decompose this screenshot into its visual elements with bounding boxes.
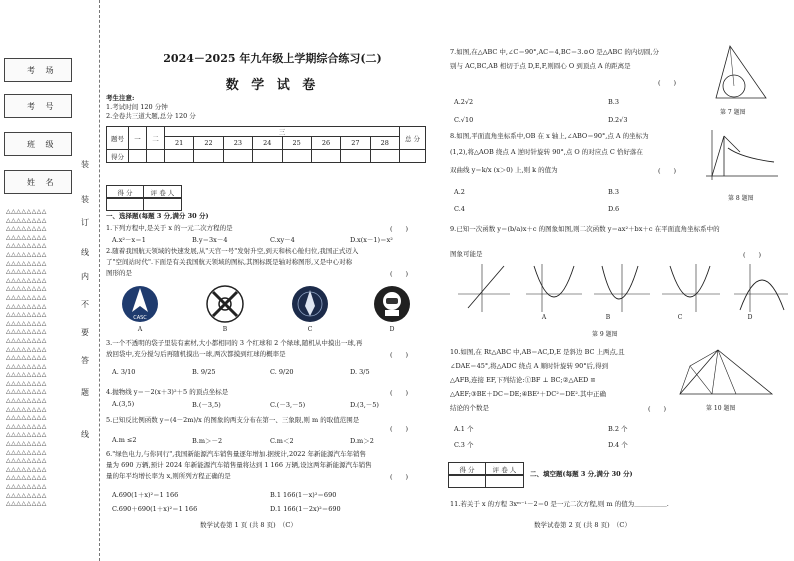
q7-line-2: 别与 AC,BC,AB 相切于点 D,E,F,则圆心 O 到顶点 A 的距离是 xyxy=(450,62,631,70)
q9-graph-d xyxy=(734,264,788,312)
q9-line-1: 9.已知一次函数 y＝(b/a)x＋c 的图象如图,则二次函数 y＝ax²＋bx＋c 在平面直角坐标系中的 xyxy=(450,225,720,233)
q2-label-b: B xyxy=(222,326,228,333)
q9-graph-b xyxy=(594,264,650,312)
score-cell[interactable] xyxy=(400,150,426,163)
q4-text: 4.抛物线 y＝－2(x＋3)²＋5 的顶点坐标是 xyxy=(106,388,229,396)
q5-answer-paren[interactable]: ( ) xyxy=(390,425,409,433)
score-header-label: 题号 xyxy=(107,127,129,150)
logo-c xyxy=(292,286,328,322)
side-mark-zhuang-2: 装 xyxy=(81,195,89,204)
score-col-3: 三 xyxy=(165,127,400,137)
q6-option-d: D.1 166(1－2x)²＝690 xyxy=(270,505,341,513)
score-cell[interactable] xyxy=(165,150,194,163)
q5-option-c: C.m＜2 xyxy=(270,437,294,445)
q8-option-d: D.6 xyxy=(608,205,620,213)
q10-line-2: ∠DAE＝45°,将△ADC 绕点 A 顺时针旋转 90°后,得到 xyxy=(450,362,609,370)
q9-line-2: 图象可能是 xyxy=(450,250,483,258)
q8-answer-paren[interactable]: ( ) xyxy=(658,167,677,175)
side-mark-xian: 线 xyxy=(81,248,89,257)
score-cell[interactable] xyxy=(341,150,370,163)
section2-title: 二、填空题(每题 3 分,满分 30 分) xyxy=(530,470,633,478)
q10-line-3: △AFB,连接 EF,下列结论:①BF ⊥ BC;②△AED ≌ xyxy=(450,376,596,384)
q3-option-a: A. 3/10 xyxy=(112,368,136,376)
name-field[interactable]: 姓 名 xyxy=(4,170,72,194)
q4-option-b: B.(－3,5) xyxy=(192,401,221,409)
section1-score-fill[interactable] xyxy=(106,197,182,211)
q7-option-c: C.√10 xyxy=(454,116,474,124)
score-sub-27: 27 xyxy=(341,137,370,150)
q8-option-b: B.3 xyxy=(608,188,619,196)
q6-option-b: B.1 166(1－x)²＝690 xyxy=(270,491,337,499)
q1-option-d: D.x(x－1)＝x² xyxy=(350,236,393,244)
score-cell[interactable] xyxy=(147,150,165,163)
score-sub-25: 25 xyxy=(282,137,311,150)
q10-option-d: D.4 个 xyxy=(608,441,628,449)
q11-text: 11.若关于 x 的方程 3xᵐ⁻¹－2＝0 是一元二次方程,则 m 的值为＿＿＿＿＿. xyxy=(450,500,669,508)
side-mark-ti: 题 xyxy=(81,388,89,397)
side-mark-xian-2: 线 xyxy=(81,430,89,439)
score-cell[interactable] xyxy=(311,150,340,163)
q6-line-2: 量为 690 万辆,预计 2024 年新能源汽车销售量将达到 1 166 万辆,设这两年新能源汽车销售 xyxy=(106,461,372,469)
q1-option-a: A.x²－x＝1 xyxy=(112,236,146,244)
binding-sidebar xyxy=(0,0,100,561)
q10-figure-caption: 第 10 题图 xyxy=(706,405,736,412)
q8-line-1: 8.如图,平面直角坐标系中,OB 在 x 轴上,∠ABO＝90°,点 A 的坐标为 xyxy=(450,132,649,140)
q2-line-1: 2.随着我国航天领域的快速发展,从"天宫一号"发射升空,到天和核心舱归位,我国正式迈入 xyxy=(106,247,359,255)
logo-d xyxy=(374,286,410,322)
q6-line-1: 6."绿色电力,与你同行",我国新能源汽车销售量逐年增加.据统计,2022 年新能源汽车年销售 xyxy=(106,450,367,458)
q4-option-a: A.(3,5) xyxy=(112,400,135,408)
page-right xyxy=(448,0,794,561)
q2-answer-paren[interactable]: ( ) xyxy=(390,270,409,278)
q3-option-b: B. 9/25 xyxy=(192,368,216,376)
logo-b xyxy=(207,286,243,322)
q10-option-c: C.3 个 xyxy=(454,441,474,449)
class-field[interactable]: 班 级 xyxy=(4,132,72,156)
q9-label-a: A xyxy=(541,314,547,321)
q9-label-c: C xyxy=(677,314,683,321)
q7-option-a: A.2√2 xyxy=(454,98,474,106)
q10-answer-paren[interactable]: ( ) xyxy=(648,405,667,413)
side-mark-yao: 要 xyxy=(81,328,89,337)
q9-graph-c xyxy=(662,264,720,312)
q9-answer-paren[interactable]: ( ) xyxy=(743,251,762,259)
notes-heading: 考生注意: xyxy=(106,94,135,102)
q9-figure-caption: 第 9 题图 xyxy=(592,331,618,338)
side-mark-da: 答 xyxy=(81,356,89,365)
footer-right: 数学试卷第 2 页 (共 8 页) （C） xyxy=(534,521,631,529)
score-table xyxy=(106,126,426,163)
exam-title: 2024－2025 年九年级上学期综合练习(二) xyxy=(163,52,382,65)
q1-answer-paren[interactable]: ( ) xyxy=(390,225,409,233)
score-sub-24: 24 xyxy=(253,137,282,150)
q8-line-2: (1,2),将△AOB 绕点 A 逆时针旋转 90°,点 O 的对应点 C 恰好落在 xyxy=(450,148,643,156)
q3-answer-paren[interactable]: ( ) xyxy=(390,351,409,359)
exam-room-field[interactable]: 考 场 xyxy=(4,58,72,82)
q1-text: 1.下列方程中,是关于 x 的一元二次方程的是 xyxy=(106,224,233,232)
triangle-pattern: △△△△△△△△ △△△△△△△△ △△△△△△△△ △△△△△△△△ △△△△△△△△ △△△△△△△△ △△△△△△△△ △△△△△△△△ △△△△△△△△ △△△△△△△△ △△△△△△△△ △△△△△△△△ △△△△△△△△ △△△△△△△△ △△△△△△△△ △△△△△△△△ △△△△△△△△ △△△△△△△△ △△△△△△△△ △△△△△△△△ △△△△△△△△ △△△△△△△△ △△△△△△△△ △△△△△△△△ △△△△△△△△ △△△△△△△△ △△△△△△△△ △△△△△△△△ △△△△△△△△ △△△△△△△△ △△△△△△△△ △△△△△△△△ △△△△△△△△ △△△△△△△△ △△△△△△△△ xyxy=(6,208,47,508)
q5-option-d: D.m＞2 xyxy=(350,437,374,445)
section2-grader-label: 评 卷 人 xyxy=(492,465,517,474)
page-left xyxy=(100,0,445,561)
q4-option-d: D.(3,－5) xyxy=(350,401,379,409)
score-col-2: 二 xyxy=(147,127,165,150)
q6-option-c: C.690＋690(1＋x)²＝1 166 xyxy=(112,505,198,513)
q3-option-d: D. 3/5 xyxy=(350,368,370,376)
footer-left: 数学试卷第 1 页 (共 8 页) （C） xyxy=(200,521,297,529)
score-sub-21: 21 xyxy=(165,137,194,150)
q7-line-1: 7.如图,在△ABC 中,∠C＝90°,AC＝4,BC＝3.⊙O 是△ABC 的内切圆,分 xyxy=(450,48,659,56)
q3-line-1: 3.一个不透明的袋子里装有素材,大小都相同的 3 个红球和 2 个绿球,随机从中摸出一球,再 xyxy=(106,339,363,347)
score-cell[interactable] xyxy=(223,150,252,163)
q6-line-3: 量的年平均增长率为 x,则所列方程正确的是 xyxy=(106,472,231,480)
score-cell[interactable] xyxy=(370,150,399,163)
q5-line-1: 5.已知反比例函数 y＝(4－2m)/x 的图象的两支分布在第一、三象限,则 m 的取值范围是 xyxy=(106,416,360,424)
score-sub-28: 28 xyxy=(370,137,399,150)
q6-option-a: A.690(1＋x)²＝1 166 xyxy=(112,491,179,499)
q3-option-c: C. 9/20 xyxy=(270,368,294,376)
exam-number-field[interactable]: 考 号 xyxy=(4,94,72,118)
q3-line-2: 放回袋中,充分搅匀后再随机摸出一球,两次都摸到红球的概率是 xyxy=(106,350,286,358)
q8-figure xyxy=(702,128,782,184)
q2-line-2: 了"空间站时代".下面是有关我国航天领域的图标,其图标既是轴对称图形,又是中心对称 xyxy=(106,258,353,266)
q5-option-a: A.m ≤2 xyxy=(112,436,137,444)
section2-score-label: 得 分 xyxy=(449,463,486,475)
score-cell[interactable] xyxy=(129,150,147,163)
q8-line-3: 双曲线 y＝k/x (x＞0) 上,则 k 的值为 xyxy=(450,166,558,174)
q6-answer-paren[interactable]: ( ) xyxy=(390,473,409,481)
score-total: 总 分 xyxy=(400,127,426,150)
q10-option-b: B.2 个 xyxy=(608,425,628,433)
score-sub-22: 22 xyxy=(194,137,223,150)
q2-line-3: 图形的是 xyxy=(106,269,132,277)
section2-score-fill[interactable] xyxy=(448,474,524,488)
section1-title: 一、选择题(每题 3 分,满分 30 分) xyxy=(106,212,209,220)
q5-option-b: B.m＞－2 xyxy=(192,437,223,445)
side-mark-bu: 不 xyxy=(81,300,89,309)
q2-label-c: C xyxy=(307,326,313,333)
note-item-1: 1.考试时间 120 分钟 xyxy=(106,103,168,111)
score-sub-23: 23 xyxy=(223,137,252,150)
q4-option-c: C.(－3,－5) xyxy=(270,401,306,409)
side-mark-ding: 订 xyxy=(81,218,89,227)
q7-option-b: B.3 xyxy=(608,98,619,106)
q1-option-c: C.xy－4 xyxy=(270,236,295,244)
q2-label-d: D xyxy=(389,326,395,333)
q9-linear-graph xyxy=(458,264,510,312)
q7-figure-caption: 第 7 题图 xyxy=(720,109,746,116)
q10-option-a: A.1 个 xyxy=(454,425,474,433)
score-cell[interactable] xyxy=(282,150,311,163)
q7-option-d: D.2√3 xyxy=(608,116,628,124)
score-cell[interactable] xyxy=(253,150,282,163)
section1-score-label: 得 分 xyxy=(107,186,144,198)
side-mark-zhuang: 装 xyxy=(81,160,89,169)
score-row-label: 得分 xyxy=(107,150,129,163)
q9-label-b: B xyxy=(605,314,611,321)
q10-figure xyxy=(676,346,776,402)
side-mark-nei: 内 xyxy=(81,272,89,281)
q8-option-c: C.4 xyxy=(454,205,465,213)
q10-line-4: △AEF;③BE＋DC＝DE;④BE²＋DC²＝DE².其中正确 xyxy=(450,390,606,398)
q4-answer-paren[interactable]: ( ) xyxy=(390,389,409,397)
score-sub-26: 26 xyxy=(311,137,340,150)
q1-option-b: B.y＝3x－4 xyxy=(192,236,228,244)
q9-label-d: D xyxy=(747,314,753,321)
q9-graph-a xyxy=(526,264,582,312)
q9-graphs xyxy=(458,262,788,314)
q8-figure-caption: 第 8 题图 xyxy=(728,195,754,202)
logo-a-casc-text: CASC xyxy=(133,315,147,321)
note-item-2: 2.全卷共三道大题,总分 120 分 xyxy=(106,112,196,120)
score-col-1: 一 xyxy=(129,127,147,150)
q2-label-a: A xyxy=(137,326,143,333)
q10-line-5: 结论的个数是 xyxy=(450,404,489,412)
q7-answer-paren[interactable]: ( ) xyxy=(658,79,677,87)
section1-grader-label: 评 卷 人 xyxy=(150,188,175,197)
q2-logos xyxy=(120,282,420,332)
q10-line-1: 10.如图,在 Rt△ABC 中,AB＝AC,D,E 是斜边 BC 上两点,且 xyxy=(450,348,625,356)
q8-option-a: A.2 xyxy=(454,188,465,196)
logo-a-casc xyxy=(122,286,158,322)
q7-figure xyxy=(710,42,774,106)
exam-subtitle: 数 学 试 卷 xyxy=(225,78,320,93)
score-cell[interactable] xyxy=(194,150,223,163)
